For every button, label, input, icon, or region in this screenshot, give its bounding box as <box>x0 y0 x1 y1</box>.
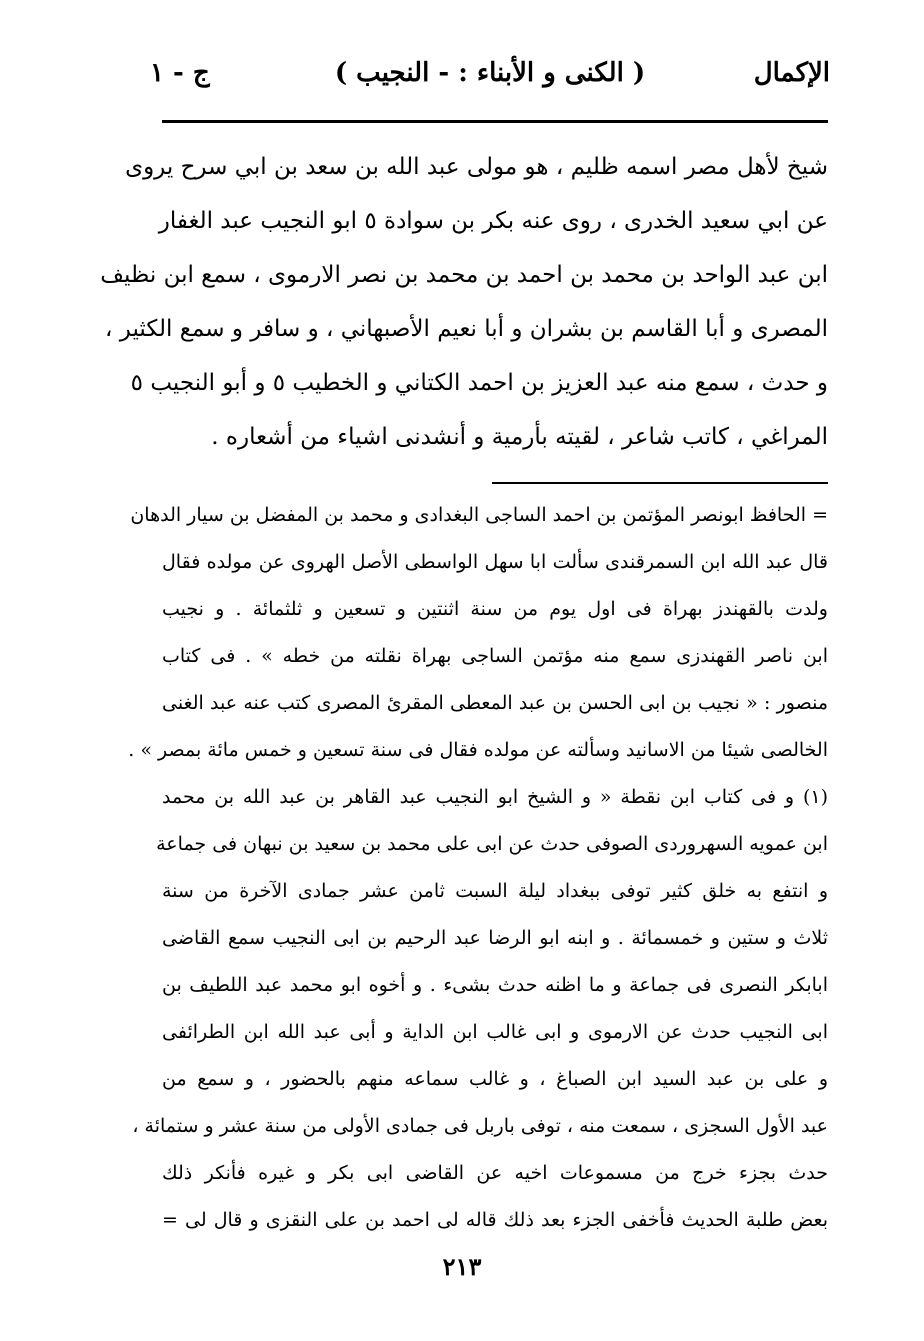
header-rule <box>162 120 828 123</box>
main-line: شيخ لأهل مصر اسمه ظليم ، هو مولى عبد الله بن سعد بن ابي سرح يروى <box>125 154 828 180</box>
main-line: المصرى و أبا القاسم بن بشران و أبا نعيم الأصبهاني ، و سافر و سمع الكثير ، <box>105 316 828 342</box>
footnote-line: ولدت بالقهندز بهراة فى اول يوم من سنة اثنتين و تسعين و ثلثمائة . و نجيب <box>162 598 828 620</box>
footnote-line: ابى النجيب حدث عن الارموى و ابى غالب ابن الداية و أبى عبد الله ابن الطرائفى <box>162 1021 828 1043</box>
book-title: الإكمال <box>753 58 830 88</box>
page-number: ٢١٣ <box>442 1252 482 1281</box>
footnote-line: (١) و فى كتاب ابن نقطة « و الشيخ ابو النجيب عبد القاهر بن عبد الله بن محمد <box>162 786 828 808</box>
footnote-line: حدث بجزء خرج من مسموعات اخيه عن القاضى ابى بكر و غيره فأنكر ذلك <box>162 1162 828 1184</box>
main-line: و حدث ، سمع منه عبد العزيز بن احمد الكتاني و الخطيب ٥ و أبو النجيب ٥ <box>130 370 828 396</box>
footnote-line: ابن عمويه السهروردى الصوفى حدث عن ابى على محمد بن سعيد بن نبهان فى جماعة <box>156 833 828 855</box>
footnote-line: و على بن عبد السيد ابن الصباغ ، و غالب سماعه منهم بالحضور ، و سمع من <box>162 1068 828 1090</box>
main-line: المراغي ، كاتب شاعر ، لقيته بأرمية و أنشدنى اشياء من أشعاره . <box>211 424 828 450</box>
footnote-line: بعض طلبة الحديث فأخفى الجزء بعد ذلك قاله لى احمد بن على النقزى و قال لى = <box>162 1209 828 1231</box>
main-line: ابن عبد الواحد بن محمد بن احمد بن محمد بن نصر الارموى ، سمع ابن نظيف <box>100 262 828 288</box>
footnote-separator <box>492 482 828 484</box>
volume-number: ج - ١ <box>150 58 210 88</box>
footnote-line: = الحافظ ابونصر المؤتمن بن احمد الساجى البغدادى و محمد بن المفضل بن سيار الدهان <box>130 504 828 526</box>
footnote-line: قال عبد الله ابن السمرقندى سألت ابا سهل الواسطى الأصل الهروى عن مولده فقال <box>162 551 828 573</box>
footnote-line: ثلاث و ستين و خمسمائة . و ابنه ابو الرضا عبد الرحيم بن ابى النجيب سمع القاضى <box>162 927 828 949</box>
main-text <box>100 140 828 464</box>
footnotes <box>128 492 828 1244</box>
footnote-line: ابابكر النصرى فى جماعة و ما اظنه حدث بشىء . و أخوه ابو محمد عبد اللطيف بن <box>162 974 828 996</box>
running-header <box>150 58 830 106</box>
main-line: عن ابي سعيد الخدرى ، روى عنه بكر بن سوادة ٥ ابو النجيب عبد الغفار <box>158 208 828 234</box>
footnote-line: الخالصى شيئا من الاسانيد وسألته عن مولده فقال فى سنة تسعين و خمس مائة بمصر » . <box>128 739 828 761</box>
footnote-line: منصور : « نجيب بن ابى الحسن بن عبد المعطى المقرئ المصرى كتب عنه عبد الغنى <box>162 692 828 714</box>
footnote-line: و انتفع به خلق كثير توفى ببغداد ليلة السبت ثامن عشر جمادى الآخرة من سنة <box>162 880 828 902</box>
footnote-line: عبد الأول السجزى ، سمعت منه ، توفى باربل فى جمادى الأولى من سنة عشر و ستمائة ، <box>132 1115 828 1137</box>
section-title: ( الكنى و الأبناء : - النجيب ) <box>334 58 646 88</box>
footnote-line: ابن ناصر القهندزى سمع منه مؤتمن الساجى بهراة نقلته من خطه » . فى كتاب <box>162 645 828 667</box>
